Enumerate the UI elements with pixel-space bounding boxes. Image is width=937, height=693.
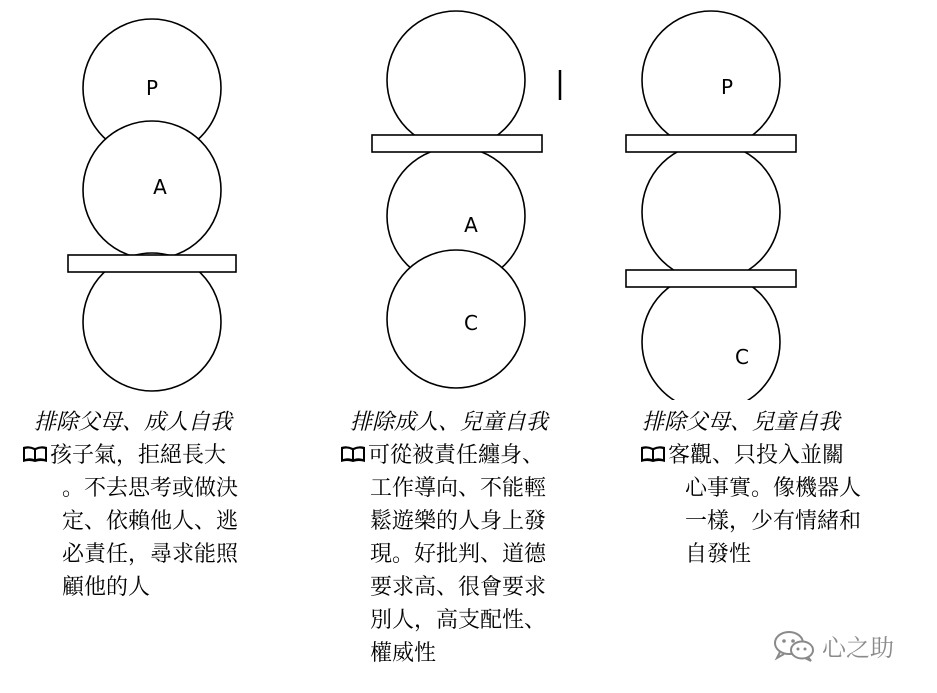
parent-label: P — [145, 76, 159, 100]
caption-line: 工作導向、不能輕 — [370, 476, 547, 501]
wechat-icon — [772, 629, 816, 663]
caption-title: 排除父母、成人自我 — [34, 410, 233, 435]
exclusion-bar — [68, 255, 236, 272]
parent-label: P — [720, 75, 734, 99]
caption-line: 顧他的人 — [62, 575, 151, 600]
exclusion-bar-lower — [626, 270, 796, 287]
parent-circle — [642, 11, 780, 149]
open-book-icon — [640, 444, 666, 464]
caption-title: 排除父母、兒童自我 — [642, 410, 841, 435]
child-circle — [642, 273, 780, 400]
caption-line: 心事實。像機器人 — [685, 476, 862, 501]
caption-line: 現。好批判、道德 — [370, 542, 547, 567]
caption-line: 孩子氣，拒絕長大 — [22, 439, 238, 472]
adult-label: A — [464, 213, 478, 237]
caption-line: 自發性 — [685, 542, 752, 567]
diagram-3 — [626, 11, 796, 400]
child-label: C — [735, 345, 749, 369]
child-circle — [387, 250, 525, 388]
caption-line: 定、依賴他人、逃 — [62, 509, 239, 534]
caption-line: 鬆遊樂的人身上發 — [370, 509, 547, 534]
caption-line: 要求高、很會要求 — [370, 575, 547, 600]
caption-line: 可從被責任纏身、 — [340, 439, 548, 472]
adult-circle — [642, 143, 780, 281]
diagram-2 — [372, 11, 560, 388]
open-book-icon — [22, 444, 48, 464]
caption-line: 必責任，尋求能照 — [62, 542, 239, 567]
caption-exclude-adult-child — [340, 406, 548, 670]
caption-line: 權威性 — [370, 641, 437, 666]
adult-label: A — [153, 175, 167, 199]
adult-circle — [83, 121, 221, 259]
caption-line: 別人，高支配性、 — [370, 608, 547, 633]
watermark-text: 心之助 — [822, 634, 894, 662]
open-book-icon — [340, 444, 366, 464]
child-label: C — [464, 311, 478, 335]
exclusion-bar-upper — [626, 135, 796, 152]
caption-exclude-parent-adult — [22, 406, 238, 604]
caption-line: 一樣，少有情緒和 — [685, 509, 862, 534]
caption-line: 。不去思考或做決 — [62, 476, 239, 501]
child-circle — [83, 253, 221, 391]
caption-line: 客觀、只投入並關 — [640, 439, 861, 472]
caption-title: 排除成人、兒童自我 — [350, 410, 549, 435]
diagram-1 — [68, 19, 236, 391]
exclusion-bar — [372, 135, 542, 152]
caption-exclude-parent-child — [640, 406, 861, 571]
watermark — [772, 628, 894, 663]
parent-circle — [387, 11, 525, 149]
